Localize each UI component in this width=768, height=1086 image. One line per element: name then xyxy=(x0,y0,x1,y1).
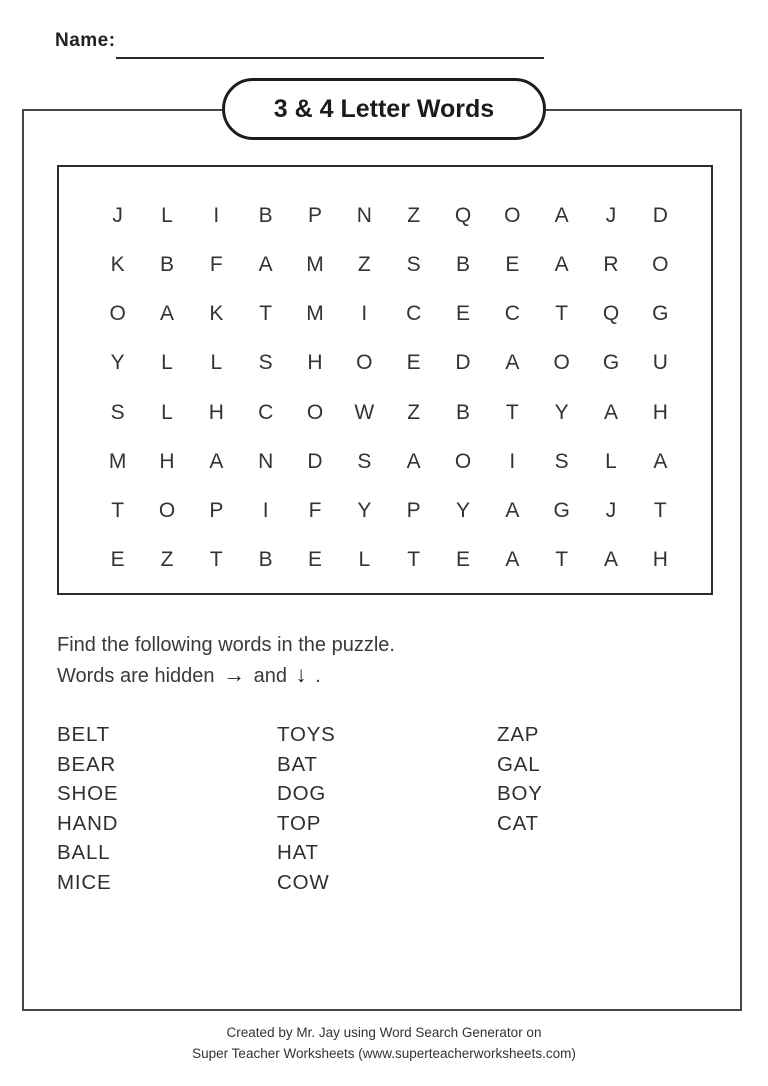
grid-letter-r4-c3: L xyxy=(210,351,223,375)
grid-letter-r4-c11: G xyxy=(602,351,620,375)
grid-letter-r2-c10: A xyxy=(554,252,569,276)
grid-letter-r5-c10: Y xyxy=(554,400,569,424)
grid-letter-r5-c4: C xyxy=(258,400,274,424)
grid-letter-r4-c2: L xyxy=(161,351,173,375)
grid-letter-r2-c3: F xyxy=(209,252,223,276)
word-list-column-1 xyxy=(57,720,118,897)
word-item: CAT xyxy=(497,811,539,835)
footer-line2: Super Teacher Worksheets (www.superteacherworksheets.com) xyxy=(192,1046,576,1061)
grid-letter-r8-c3: T xyxy=(209,548,223,572)
grid-letter-r3-c3: K xyxy=(209,302,224,326)
word-search-grid xyxy=(57,165,713,595)
grid-letter-r4-c12: U xyxy=(652,351,668,375)
word-list-column-2 xyxy=(277,720,336,897)
grid-letter-r8-c9: A xyxy=(505,548,520,572)
grid-letter-r6-c12: A xyxy=(653,449,668,473)
grid-letter-r3-c5: M xyxy=(306,302,324,326)
grid-letter-r6-c4: N xyxy=(258,449,274,473)
grid-letter-r7-c6: Y xyxy=(357,499,372,523)
name-label: Name: xyxy=(55,30,116,51)
instructions-line2: Words are hidden → and ↓ . xyxy=(57,662,321,687)
instructions-line1: Find the following words in the puzzle. xyxy=(57,634,395,656)
grid-letter-r2-c4: A xyxy=(258,252,273,276)
down-arrow-icon: ↓ xyxy=(295,662,307,687)
grid-letter-r8-c6: L xyxy=(358,548,371,572)
grid-letter-r1-c7: Z xyxy=(407,203,421,227)
grid-letter-r8-c5: E xyxy=(307,548,322,572)
word-item: HAT xyxy=(277,841,319,864)
instructions xyxy=(57,631,395,691)
grid-letter-r2-c1: K xyxy=(110,252,125,276)
name-row xyxy=(55,30,555,52)
grid-letter-r6-c11: L xyxy=(605,449,617,473)
grid-letter-r8-c8: E xyxy=(455,548,470,572)
grid-letter-r4-c8: D xyxy=(455,351,471,375)
grid-letter-r5-c7: Z xyxy=(407,400,421,424)
grid-letter-r2-c2: B xyxy=(159,252,174,276)
word-list-column-3 xyxy=(497,720,543,838)
grid-letter-r7-c11: J xyxy=(605,499,617,523)
word-item: BAT xyxy=(277,752,318,776)
grid-letter-r8-c11: A xyxy=(603,548,618,572)
grid-letter-r1-c8: Q xyxy=(454,203,472,227)
word-item: DOG xyxy=(277,782,327,805)
word-item: BALL xyxy=(57,841,111,864)
grid-letter-r6-c5: D xyxy=(307,449,323,473)
grid-letter-r5-c9: T xyxy=(505,400,519,424)
grid-letter-r1-c5: P xyxy=(307,203,322,227)
word-item: MICE xyxy=(57,870,112,894)
word-item: SHOE xyxy=(57,782,119,805)
footer-line1: Created by Mr. Jay using Word Search Generator on xyxy=(226,1025,542,1040)
grid-letter-r8-c7: T xyxy=(407,548,421,572)
title-pill xyxy=(222,78,546,140)
grid-letter-r7-c5: F xyxy=(308,499,322,523)
grid-letter-r1-c3: I xyxy=(213,203,220,227)
grid-letter-r3-c6: I xyxy=(361,302,368,326)
grid-letter-r1-c9: O xyxy=(504,203,521,227)
grid-letter-r5-c1: S xyxy=(110,400,125,424)
word-item: BELT xyxy=(57,723,110,746)
grid-letter-r2-c9: E xyxy=(505,252,520,276)
word-item: HAND xyxy=(57,811,119,835)
grid-letter-r5-c12: H xyxy=(652,400,668,424)
word-item: TOP xyxy=(277,811,322,835)
grid-letter-r2-c12: O xyxy=(652,252,669,276)
grid-letter-r3-c4: T xyxy=(259,302,273,326)
grid-letter-r4-c1: Y xyxy=(110,351,125,375)
grid-letter-r6-c1: M xyxy=(108,449,127,473)
grid-letter-r5-c11: A xyxy=(603,400,618,424)
word-item: COW xyxy=(277,870,330,894)
grid-letter-r8-c2: Z xyxy=(160,548,174,572)
grid-letter-r1-c1: J xyxy=(112,203,123,227)
grid-letter-r4-c9: A xyxy=(505,351,520,375)
grid-letter-r8-c10: T xyxy=(555,548,569,572)
grid-letter-r6-c8: O xyxy=(454,449,472,473)
grid-letter-r4-c4: S xyxy=(258,351,273,375)
grid-letter-r7-c10: G xyxy=(553,499,570,523)
grid-letter-r7-c7: P xyxy=(406,499,421,523)
grid-letter-r1-c2: L xyxy=(161,203,173,227)
word-item: BOY xyxy=(497,782,543,805)
grid-letter-r7-c12: T xyxy=(653,499,667,523)
grid-letter-r1-c11: J xyxy=(605,203,617,227)
grid-letter-r1-c10: A xyxy=(554,203,569,227)
grid-letter-r3-c1: O xyxy=(109,302,126,326)
page-title: 3 & 4 Letter Words xyxy=(273,94,495,123)
grid-letter-r1-c6: N xyxy=(356,203,372,227)
name-blank-line xyxy=(116,57,544,59)
grid-letter-r7-c2: O xyxy=(158,499,176,523)
grid-letter-r1-c12: D xyxy=(652,203,668,227)
grid-letter-r5-c2: L xyxy=(161,400,173,424)
right-arrow-icon: → xyxy=(223,662,246,687)
grid-letter-r3-c7: C xyxy=(406,302,422,326)
grid-letter-r2-c8: B xyxy=(455,252,470,276)
grid-letter-r3-c8: E xyxy=(455,302,470,326)
grid-letter-r8-c4: B xyxy=(258,548,273,572)
grid-letter-r7-c1: T xyxy=(111,499,125,523)
grid-letter-r6-c7: A xyxy=(406,449,421,473)
grid-letter-r4-c7: E xyxy=(406,351,421,375)
grid-letter-r7-c4: I xyxy=(262,499,269,523)
grid-letter-r8-c12: H xyxy=(652,548,668,572)
grid-letter-r6-c2: H xyxy=(159,449,175,473)
grid-letter-r3-c10: T xyxy=(555,302,569,326)
grid-letter-r4-c6: O xyxy=(356,351,373,375)
grid-letter-r6-c9: I xyxy=(509,449,516,473)
grid-letter-r3-c9: C xyxy=(504,302,520,326)
grid-letter-r5-c5: O xyxy=(306,400,324,424)
word-item: GAL xyxy=(497,752,541,776)
grid-letter-r7-c9: A xyxy=(505,499,520,523)
grid-letter-r8-c1: E xyxy=(110,548,125,572)
word-item: TOYS xyxy=(277,723,336,746)
grid-letter-r3-c11: Q xyxy=(602,302,620,326)
grid-letter-r6-c6: S xyxy=(357,449,372,473)
grid-letter-r6-c3: A xyxy=(209,449,224,473)
grid-letter-r2-c5: M xyxy=(306,252,324,276)
grid-letter-r2-c7: S xyxy=(406,252,421,276)
footer-credits xyxy=(0,1022,768,1064)
grid-letter-r6-c10: S xyxy=(554,449,569,473)
word-item: BEAR xyxy=(57,752,117,776)
grid-letter-r7-c8: Y xyxy=(455,499,470,523)
grid-letter-r5-c6: W xyxy=(354,400,375,424)
grid-letter-r5-c8: B xyxy=(455,400,470,424)
grid-letter-r2-c6: Z xyxy=(357,252,371,276)
word-item: ZAP xyxy=(497,723,540,746)
grid-letter-r4-c10: O xyxy=(553,351,570,375)
grid-letter-r3-c2: A xyxy=(159,302,174,326)
grid-letter-r4-c5: H xyxy=(307,351,323,375)
grid-letter-r2-c11: R xyxy=(603,252,619,276)
grid-letter-r1-c4: B xyxy=(258,203,273,227)
grid-letter-r5-c3: H xyxy=(208,400,224,424)
grid-letter-r7-c3: P xyxy=(209,499,224,523)
grid-letter-r3-c12: G xyxy=(652,302,669,326)
